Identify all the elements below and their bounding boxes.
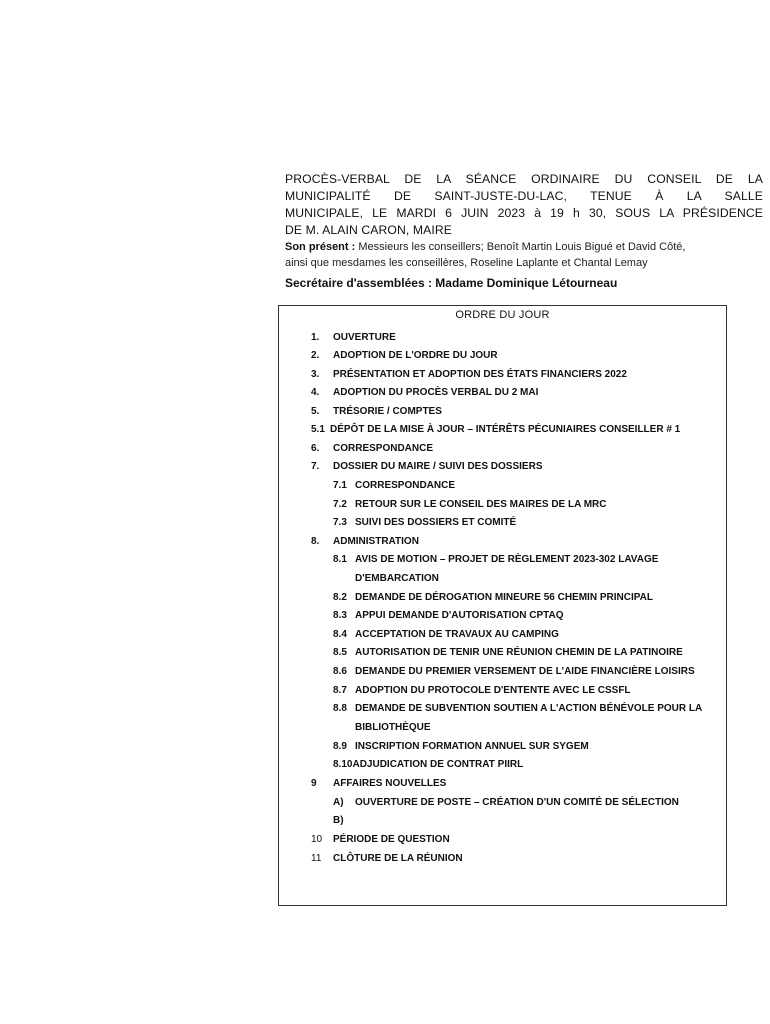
agenda-item-text: CORRESPONDANCE	[355, 480, 456, 491]
agenda-item-text: PÉRIODE DE QUESTION	[333, 834, 450, 845]
agenda-item-number: 10	[311, 834, 323, 845]
agenda-item-number: 8.6	[333, 666, 347, 677]
agenda-item	[333, 796, 679, 809]
agenda-item	[311, 777, 446, 790]
agenda-item	[333, 684, 631, 697]
agenda-item-text: ADOPTION DE L'ORDRE DU JOUR	[333, 350, 498, 361]
agenda-item-text: INSCRIPTION FORMATION ANNUEL SUR SYGEM	[355, 741, 589, 752]
agenda-item	[311, 368, 627, 381]
agenda-item	[311, 331, 396, 344]
agenda-item-text: ADOPTION DU PROCÈS VERBAL DU 2 MAI	[333, 387, 539, 398]
agenda-item-text: AFFAIRES NOUVELLES	[333, 778, 447, 789]
agenda-item-text: TRÉSORIE / COMPTES	[333, 406, 442, 417]
agenda-item-number: 7.3	[333, 517, 347, 528]
agenda-item-text: OUVERTURE	[333, 332, 396, 343]
agenda-item-number: 8.10	[333, 759, 353, 770]
agenda-item-text: DOSSIER DU MAIRE / SUIVI DES DOSSIERS	[333, 461, 543, 472]
agenda-title: ORDRE DU JOUR	[455, 309, 550, 321]
agenda-item-text: OUVERTURE DE POSTE – CRÉATION D'UN COMITÉ DE SÉLECTION	[355, 797, 679, 808]
present-members	[285, 239, 763, 271]
agenda-item	[333, 498, 607, 511]
agenda-item-text: DÉPÔT DE LA MISE À JOUR – INTÉRÊTS PÉCUNIAIRES CONSEILLER # 1	[330, 424, 681, 435]
agenda-item-number: 8.5	[333, 647, 347, 658]
agenda-item-text: ACCEPTATION DE TRAVAUX AU CAMPING	[355, 629, 559, 640]
heading-line: DE M. ALAIN CARON, MAIRE	[285, 223, 452, 237]
agenda-item-text: DEMANDE DU PREMIER VERSEMENT DE L'AIDE FINANCIÈRE LOISIRS	[355, 666, 695, 677]
agenda-item	[333, 572, 439, 585]
agenda-item	[311, 535, 419, 548]
agenda-item	[333, 628, 559, 641]
agenda-item	[333, 721, 431, 734]
agenda-item	[311, 442, 433, 455]
agenda-item-number: 1.	[311, 332, 320, 343]
present-line-1: Messieurs les conseillers; Benoît Martin Louis Bigué et David Côté,	[355, 241, 686, 253]
agenda-item-number: 8.2	[333, 592, 347, 603]
agenda-item-number: 9	[311, 778, 317, 789]
agenda-item	[311, 386, 538, 399]
agenda-item-text: AVIS DE MOTION – PROJET DE RÈGLEMENT 2023-302 LAVAGE	[355, 554, 659, 565]
agenda-item	[333, 740, 589, 753]
agenda-item-text: ADMINISTRATION	[333, 536, 419, 547]
agenda-box	[278, 305, 727, 906]
agenda-item	[333, 609, 564, 622]
agenda-item-number: 6.	[311, 443, 320, 454]
agenda-item	[333, 516, 516, 529]
agenda-item-number: 3.	[311, 369, 320, 380]
agenda-item-number: 7.1	[333, 480, 347, 491]
agenda-item-text: PRÉSENTATION ET ADOPTION DES ÉTATS FINANCIERS 2022	[333, 369, 627, 380]
agenda-item	[333, 665, 695, 678]
agenda-item-text: DEMANDE DE SUBVENTION SOUTIEN A L'ACTION BÉNÉVOLE POUR LA	[355, 703, 703, 714]
agenda-item	[311, 852, 463, 865]
present-label: Son présent :	[285, 241, 356, 253]
secretary-line: Secrétaire d'assemblées : Madame Dominique Létourneau	[285, 276, 618, 290]
heading-line: PROCÈS-VERBAL DE LA SÉANCE ORDINAIRE DU CONSEIL DE LA	[285, 172, 763, 186]
agenda-item	[333, 758, 523, 771]
agenda-item-number: 8.	[311, 536, 320, 547]
agenda-item	[333, 814, 355, 827]
agenda-item-number: 8.1	[333, 554, 347, 565]
agenda-item-text: DEMANDE DE DÉROGATION MINEURE 56 CHEMIN PRINCIPAL	[355, 592, 653, 603]
agenda-item-number: 11	[311, 853, 322, 864]
document-heading	[285, 171, 763, 239]
agenda-item	[311, 833, 450, 846]
agenda-item	[333, 702, 702, 715]
agenda-item-number: 8.7	[333, 685, 347, 696]
present-line-2: ainsi que mesdames les conseillères, Roseline Laplante et Chantal Lemay	[285, 257, 648, 269]
agenda-item-number: B)	[333, 815, 344, 826]
agenda-item-text: D'EMBARCATION	[355, 573, 439, 584]
heading-line: MUNICIPALITÉ DE SAINT-JUSTE-DU-LAC, TENUE À LA SALLE	[285, 189, 763, 203]
agenda-item-text: SUIVI DES DOSSIERS ET COMITÉ	[355, 517, 517, 528]
agenda-item-number: 2.	[311, 350, 320, 361]
agenda-item-number: 7.2	[333, 499, 347, 510]
agenda-item	[333, 646, 683, 659]
agenda-item-text: CORRESPONDANCE	[333, 443, 434, 454]
agenda-item	[333, 553, 658, 566]
agenda-item-text: AUTORISATION DE TENIR UNE RÉUNION CHEMIN DE LA PATINOIRE	[355, 647, 683, 658]
agenda-item	[311, 405, 442, 418]
agenda-item-text: BIBLIOTHÈQUE	[355, 722, 431, 733]
heading-line: MUNICIPALE, LE MARDI 6 JUIN 2023 à 19 h 30, SOUS LA PRÉSIDENCE	[285, 206, 763, 220]
agenda-item	[333, 591, 653, 604]
agenda-item-text: APPUI DEMANDE D'AUTORISATION CPTAQ	[355, 610, 564, 621]
agenda-item-number: A)	[333, 797, 344, 808]
agenda-item-number: 8.9	[333, 741, 347, 752]
agenda-item-number: 4.	[311, 387, 320, 398]
agenda-item-number: 5.1	[311, 424, 325, 435]
agenda-item	[333, 479, 455, 492]
agenda-item-number: 7.	[311, 461, 320, 472]
agenda-item-text: CLÔTURE DE LA RÉUNION	[333, 853, 463, 864]
agenda-item-text: ADOPTION DU PROTOCOLE D'ENTENTE AVEC LE CSSFL	[355, 685, 631, 696]
agenda-item-number: 8.8	[333, 703, 347, 714]
agenda-item	[311, 349, 498, 362]
agenda-item	[311, 460, 542, 473]
agenda-item	[311, 423, 680, 436]
agenda-item-text: RETOUR SUR LE CONSEIL DES MAIRES DE LA MRC	[355, 499, 607, 510]
agenda-item-number: 5.	[311, 406, 320, 417]
agenda-item-number: 8.4	[333, 629, 347, 640]
agenda-item-text: ADJUDICATION DE CONTRAT PIIRL	[352, 759, 524, 770]
agenda-item-number: 8.3	[333, 610, 347, 621]
